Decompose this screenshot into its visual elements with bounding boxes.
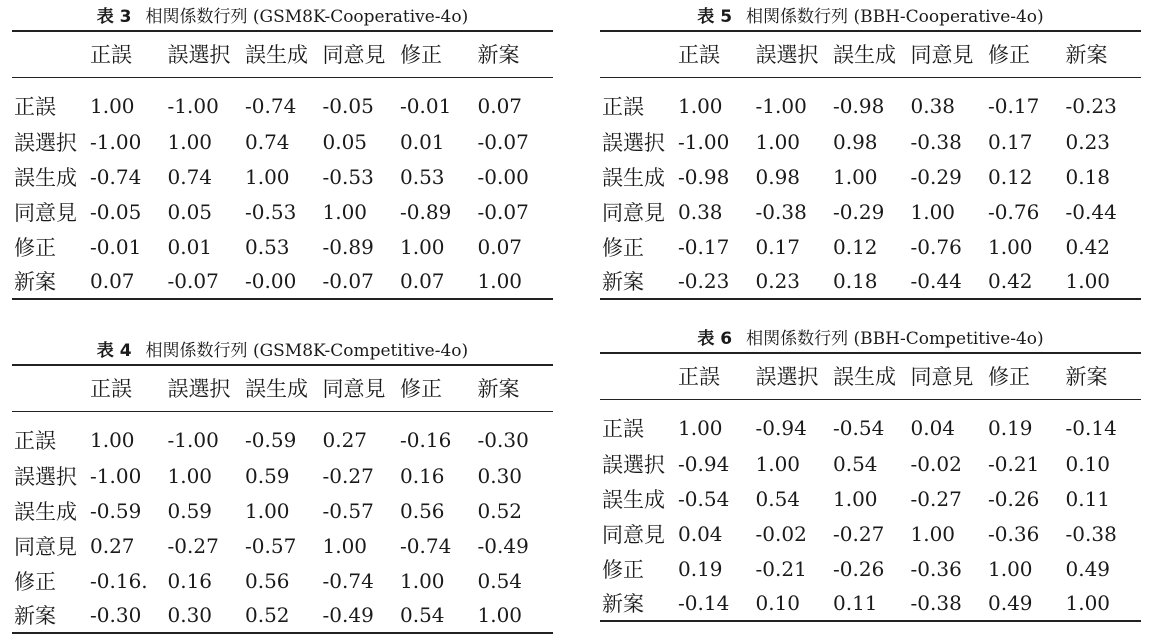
table-cell: 0.30 xyxy=(167,603,213,627)
column-header: 新案 xyxy=(477,43,520,68)
table-cell: -1.00 xyxy=(167,93,219,118)
table-cell: 0.59 xyxy=(245,463,290,488)
table-cell: 0.98 xyxy=(755,164,801,189)
table-cell: -0.57 xyxy=(245,533,297,558)
table-cell: 0.04 xyxy=(910,415,956,440)
table-row xyxy=(600,551,1141,586)
table-cell: -0.00 xyxy=(477,164,529,189)
table-5 xyxy=(600,4,1141,300)
table-cell: 0.19 xyxy=(678,556,723,581)
table-cell: -0.30 xyxy=(90,603,142,627)
table-caption xyxy=(600,4,1141,30)
table-cell: 1.00 xyxy=(988,234,1033,259)
column-header: 修正 xyxy=(988,365,1030,390)
table-cell: 0.74 xyxy=(245,129,290,154)
column-header: 新案 xyxy=(477,377,520,402)
table-cell: 0.98 xyxy=(833,129,878,154)
table-cell: -0.74 xyxy=(90,164,142,189)
column-header: 修正 xyxy=(400,43,442,68)
column-header xyxy=(12,31,88,77)
table-cell: -0.07 xyxy=(322,269,374,293)
table-cell: 1.00 xyxy=(1065,269,1111,293)
table-cell: 0.12 xyxy=(833,234,878,259)
correlation-matrix xyxy=(600,30,1141,300)
table-cell: 0.18 xyxy=(833,269,878,293)
table-cell: -1.00 xyxy=(755,93,807,118)
table-cell: -0.38 xyxy=(910,591,962,615)
table-cell: -0.44 xyxy=(1065,199,1117,224)
row-header: 誤選択 xyxy=(14,464,77,489)
table-cell: 1.00 xyxy=(910,199,956,224)
column-header: 誤生成 xyxy=(245,43,308,68)
table-cell: -0.01 xyxy=(400,93,452,118)
row-header: 誤生成 xyxy=(14,499,77,524)
table-cell: 1.00 xyxy=(1065,591,1111,615)
table-cell: 0.16 xyxy=(400,463,445,488)
table-cell: -0.76 xyxy=(988,199,1040,224)
table-cell: -0.27 xyxy=(833,521,885,546)
table-cell: -0.98 xyxy=(833,93,885,118)
table-cell: -0.94 xyxy=(678,451,730,476)
table-cell: 1.00 xyxy=(833,164,878,189)
table-cell: -0.01 xyxy=(90,234,142,259)
row-header: 正誤 xyxy=(14,94,56,119)
table-cell: 1.00 xyxy=(322,533,368,558)
table-cell: 1.00 xyxy=(245,164,290,189)
table-cell: 1.00 xyxy=(400,234,445,259)
row-header: 誤選択 xyxy=(602,130,665,155)
column-header xyxy=(600,353,676,399)
table-cell: 0.04 xyxy=(678,521,723,546)
table-cell: -0.44 xyxy=(910,269,962,293)
table-body xyxy=(600,399,1141,621)
correlation-matrix xyxy=(12,30,553,300)
row-header: 同意見 xyxy=(14,534,77,559)
table-cell: 0.56 xyxy=(400,498,445,523)
table-caption xyxy=(12,338,553,364)
column-header: 誤選択 xyxy=(755,43,819,68)
table-cell: 0.49 xyxy=(988,591,1033,615)
table-label: 表 4 xyxy=(96,341,132,361)
row-header: 誤選択 xyxy=(14,130,77,155)
table-cell: 1.00 xyxy=(167,463,213,488)
table-row xyxy=(600,264,1141,299)
table-cell: -1.00 xyxy=(90,129,142,154)
table-cell: 0.54 xyxy=(477,568,523,593)
table-cell: 1.00 xyxy=(322,199,368,224)
table-row xyxy=(600,586,1141,621)
header-row xyxy=(12,365,553,411)
row-header: 誤生成 xyxy=(602,487,665,512)
column-header: 修正 xyxy=(988,43,1030,68)
table-row xyxy=(12,411,553,458)
table-cell: 0.07 xyxy=(477,93,523,118)
table-cell: 0.23 xyxy=(1065,129,1111,154)
table-cell: 1.00 xyxy=(755,451,801,476)
table-cell: -0.98 xyxy=(678,164,730,189)
table-cell: 1.00 xyxy=(910,521,956,546)
table-cell: 1.00 xyxy=(678,93,723,118)
row-header: 修正 xyxy=(602,235,644,260)
table-cell: -0.16 xyxy=(400,427,452,452)
table-cell: -0.53 xyxy=(322,164,374,189)
table-cell: -0.57 xyxy=(322,498,374,523)
table-row xyxy=(12,194,553,229)
table-row xyxy=(12,598,553,633)
row-header: 新案 xyxy=(602,592,644,616)
table-cell: -0.27 xyxy=(910,486,962,511)
table-cell: 0.30 xyxy=(477,463,523,488)
table-cell: -0.07 xyxy=(477,129,529,154)
table-cell: 0.17 xyxy=(988,129,1033,154)
column-header: 正誤 xyxy=(90,377,132,402)
column-header: 正誤 xyxy=(678,365,720,390)
row-header: 修正 xyxy=(14,235,56,260)
table-cell: 1.00 xyxy=(988,556,1033,581)
table-cell: 1.00 xyxy=(245,498,290,523)
table-cell: -0.53 xyxy=(245,199,297,224)
table-cell: -0.07 xyxy=(167,269,219,293)
row-header: 正誤 xyxy=(602,416,644,441)
table-label: 表 3 xyxy=(96,7,132,27)
table-cell: 0.12 xyxy=(988,164,1033,189)
column-header: 正誤 xyxy=(90,43,132,68)
header-row xyxy=(12,31,553,77)
table-cell: 0.54 xyxy=(833,451,878,476)
column-header: 新案 xyxy=(1065,365,1108,390)
row-header: 修正 xyxy=(602,557,644,582)
table-cell: -0.89 xyxy=(400,199,452,224)
table-cell: -0.30 xyxy=(477,427,529,452)
table-row xyxy=(12,458,553,493)
table-cell: 0.49 xyxy=(1065,556,1111,581)
table-cell: 1.00 xyxy=(400,568,445,593)
column-header: 同意見 xyxy=(910,365,974,390)
table-row xyxy=(600,399,1141,446)
column-header: 誤生成 xyxy=(833,365,896,390)
row-header: 正誤 xyxy=(14,428,56,453)
table-cell: -0.00 xyxy=(245,269,297,293)
table-cell: 0.56 xyxy=(245,568,290,593)
table-cell: -0.94 xyxy=(755,415,807,440)
table-6 xyxy=(600,326,1141,622)
table-cell: 0.54 xyxy=(400,603,445,627)
table-cell: -0.02 xyxy=(755,521,807,546)
table-cell: 0.01 xyxy=(400,129,445,154)
table-row xyxy=(12,159,553,194)
row-header: 誤生成 xyxy=(14,165,77,190)
table-cell: -0.74 xyxy=(322,568,374,593)
table-cell: 0.38 xyxy=(910,93,956,118)
table-cell: -0.74 xyxy=(400,533,452,558)
table-cell: -0.23 xyxy=(678,269,730,293)
table-cell: 1.00 xyxy=(833,486,878,511)
table-cell: -0.16. xyxy=(90,568,148,593)
table-cell: -0.05 xyxy=(322,93,374,118)
table-cell: 0.53 xyxy=(245,234,290,259)
table-cell: 1.00 xyxy=(477,603,523,627)
correlation-matrix xyxy=(600,352,1141,622)
table-caption xyxy=(12,4,553,30)
table-cell: -0.27 xyxy=(322,463,374,488)
column-header: 修正 xyxy=(400,377,442,402)
row-header: 同意見 xyxy=(602,200,665,225)
row-header: 新案 xyxy=(602,270,644,294)
table-cell: -0.02 xyxy=(910,451,962,476)
table-row xyxy=(12,493,553,528)
table-label: 表 6 xyxy=(697,329,733,349)
table-title: 相関係数行列 (BBH-Cooperative-4o) xyxy=(746,7,1044,27)
table-cell: -0.21 xyxy=(988,451,1040,476)
table-cell: 0.42 xyxy=(1065,234,1111,259)
table-cell: 0.74 xyxy=(167,164,213,189)
column-header xyxy=(12,365,88,411)
table-row xyxy=(12,563,553,598)
table-cell: 0.38 xyxy=(678,199,723,224)
table-row xyxy=(600,229,1141,264)
table-row xyxy=(12,229,553,264)
table-body xyxy=(12,411,553,633)
table-3 xyxy=(12,4,553,300)
row-header: 正誤 xyxy=(602,94,644,119)
table-row xyxy=(600,516,1141,551)
table-row xyxy=(600,159,1141,194)
table-cell: -0.89 xyxy=(322,234,374,259)
table-cell: 1.00 xyxy=(90,93,135,118)
row-header: 新案 xyxy=(14,604,56,628)
column-header xyxy=(600,31,676,77)
table-cell: -0.14 xyxy=(678,591,730,615)
column-header: 同意見 xyxy=(322,377,386,402)
table-cell: -0.17 xyxy=(678,234,730,259)
table-row xyxy=(600,194,1141,229)
table-cell: 0.11 xyxy=(1065,486,1111,511)
table-cell: -1.00 xyxy=(167,427,219,452)
column-header: 誤生成 xyxy=(245,377,308,402)
table-cell: -0.29 xyxy=(833,199,885,224)
table-cell: 0.07 xyxy=(400,269,445,293)
row-header: 新案 xyxy=(14,270,56,294)
column-header: 同意見 xyxy=(322,43,386,68)
row-header: 誤選択 xyxy=(602,452,665,477)
header-row xyxy=(600,353,1141,399)
table-title: 相関係数行列 (GSM8K-Cooperative-4o) xyxy=(145,7,469,27)
table-cell: 0.11 xyxy=(833,591,878,615)
table-cell: -0.38 xyxy=(910,129,962,154)
table-cell: -0.14 xyxy=(1065,415,1117,440)
table-row xyxy=(600,446,1141,481)
table-cell: 0.16 xyxy=(167,568,213,593)
table-cell: -0.23 xyxy=(1065,93,1117,118)
table-cell: 0.07 xyxy=(477,234,523,259)
table-cell: -0.27 xyxy=(167,533,219,558)
table-cell: -1.00 xyxy=(678,129,730,154)
header-row xyxy=(600,31,1141,77)
table-cell: -0.26 xyxy=(833,556,885,581)
table-cell: 0.01 xyxy=(167,234,213,259)
table-cell: 0.18 xyxy=(1065,164,1111,189)
table-4 xyxy=(12,338,553,634)
table-cell: 1.00 xyxy=(477,269,523,293)
table-caption xyxy=(600,326,1141,352)
table-cell: -0.59 xyxy=(90,498,142,523)
table-cell: 0.07 xyxy=(90,269,135,293)
table-cell: 0.17 xyxy=(755,234,801,259)
table-cell: 0.59 xyxy=(167,498,213,523)
table-cell: -0.49 xyxy=(322,603,374,627)
column-header: 新案 xyxy=(1065,43,1108,68)
table-body xyxy=(600,77,1141,299)
table-cell: -0.49 xyxy=(477,533,529,558)
table-cell: -1.00 xyxy=(90,463,142,488)
table-cell: 0.27 xyxy=(322,427,368,452)
table-row xyxy=(600,77,1141,124)
table-cell: -0.05 xyxy=(90,199,142,224)
table-cell: 0.19 xyxy=(988,415,1033,440)
row-header: 修正 xyxy=(14,569,56,594)
table-cell: 0.10 xyxy=(755,591,801,615)
table-cell: 0.53 xyxy=(400,164,445,189)
table-cell: 0.05 xyxy=(167,199,213,224)
table-header xyxy=(600,31,1141,77)
table-cell: 0.05 xyxy=(322,129,368,154)
table-cell: 0.52 xyxy=(477,498,523,523)
table-cell: 0.10 xyxy=(1065,451,1111,476)
table-cell: -0.07 xyxy=(477,199,529,224)
table-body xyxy=(12,77,553,299)
table-title: 相関係数行列 (BBH-Competitive-4o) xyxy=(746,329,1044,349)
column-header: 誤生成 xyxy=(833,43,896,68)
table-title: 相関係数行列 (GSM8K-Competitive-4o) xyxy=(145,341,469,361)
table-cell: -0.36 xyxy=(988,521,1040,546)
table-row xyxy=(12,77,553,124)
table-cell: 0.23 xyxy=(755,269,801,293)
table-cell: 0.42 xyxy=(988,269,1033,293)
row-header: 誤生成 xyxy=(602,165,665,190)
column-header: 誤選択 xyxy=(167,377,231,402)
table-cell: 0.52 xyxy=(245,603,290,627)
table-cell: -0.59 xyxy=(245,427,297,452)
column-header: 誤選択 xyxy=(167,43,231,68)
table-row xyxy=(12,124,553,159)
column-header: 正誤 xyxy=(678,43,720,68)
table-cell: 1.00 xyxy=(90,427,135,452)
table-cell: -0.26 xyxy=(988,486,1040,511)
correlation-matrix xyxy=(12,364,553,634)
table-cell: -0.54 xyxy=(833,415,885,440)
table-header xyxy=(12,365,553,411)
table-cell: 1.00 xyxy=(678,415,723,440)
row-header: 同意見 xyxy=(602,522,665,547)
table-header xyxy=(12,31,553,77)
table-cell: -0.38 xyxy=(755,199,807,224)
table-row xyxy=(600,481,1141,516)
table-cell: 0.54 xyxy=(755,486,801,511)
table-header xyxy=(600,353,1141,399)
table-row xyxy=(12,528,553,563)
row-header: 同意見 xyxy=(14,200,77,225)
table-cell: -0.38 xyxy=(1065,521,1117,546)
table-cell: -0.21 xyxy=(755,556,807,581)
table-row xyxy=(600,124,1141,159)
column-header: 誤選択 xyxy=(755,365,819,390)
table-cell: 1.00 xyxy=(167,129,213,154)
column-header: 同意見 xyxy=(910,43,974,68)
table-cell: -0.54 xyxy=(678,486,730,511)
table-cell: -0.29 xyxy=(910,164,962,189)
table-cell: -0.74 xyxy=(245,93,297,118)
table-cell: -0.17 xyxy=(988,93,1040,118)
table-cell: -0.76 xyxy=(910,234,962,259)
table-row xyxy=(12,264,553,299)
table-label: 表 5 xyxy=(697,7,733,27)
table-cell: 0.27 xyxy=(90,533,135,558)
table-cell: 1.00 xyxy=(755,129,801,154)
table-cell: -0.36 xyxy=(910,556,962,581)
